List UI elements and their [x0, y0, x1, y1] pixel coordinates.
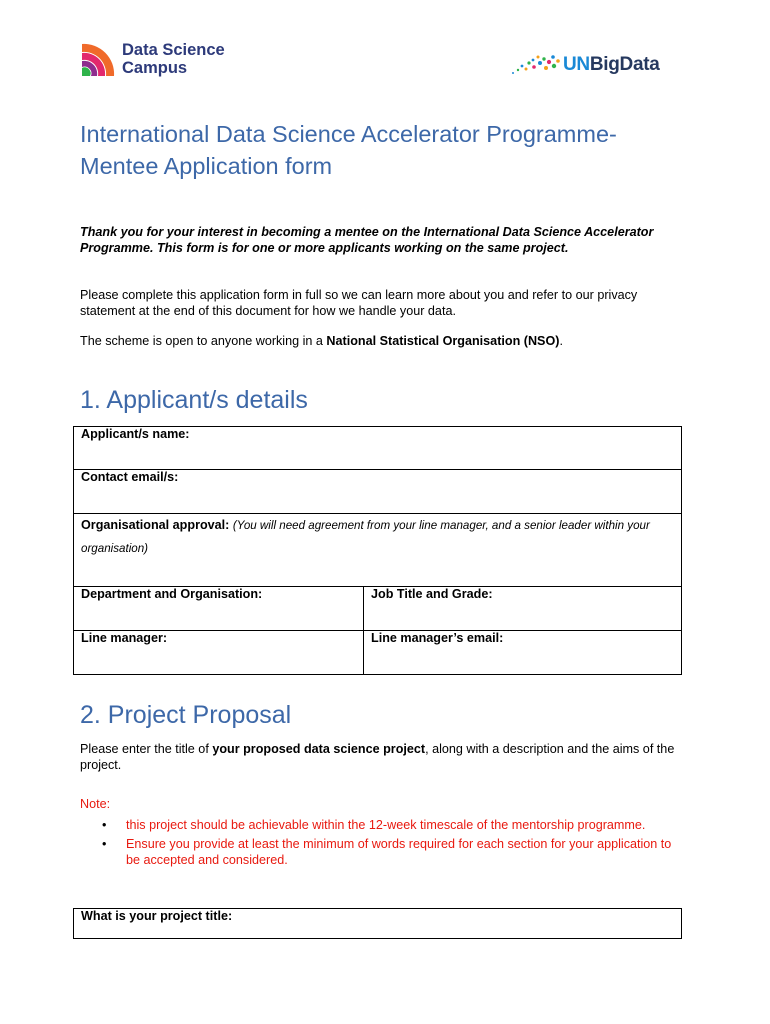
line-manager-label: Line manager:	[81, 631, 168, 645]
eligibility-nso: National Statistical Organisation (NSO)	[326, 334, 560, 348]
line-manager-email-field[interactable]	[364, 631, 682, 675]
proposal-desc-bold: your proposed data science project	[212, 742, 426, 756]
title-line2: Mentee Application form	[80, 153, 333, 179]
table-row	[74, 631, 682, 675]
eligibility-prefix: The scheme is open to anyone working in a	[80, 334, 327, 348]
job-title-grade-field[interactable]	[364, 587, 682, 631]
un-big-data-logo	[510, 54, 660, 76]
list-item	[80, 817, 680, 833]
table-row	[74, 909, 682, 939]
org-approval-label: Organisational approval:	[81, 518, 230, 532]
section-applicant-details-heading: 1. Applicant/s details	[80, 386, 308, 414]
applicant-name-label: Applicant/s name:	[81, 427, 190, 441]
department-organisation-field[interactable]	[74, 587, 364, 631]
line-manager-field[interactable]	[74, 631, 364, 675]
intro-thank-you: Thank you for your interest in becoming a mentee on the International Data Science Accelerator Programme. This form is for one or more applicants working on the same project.	[80, 225, 654, 255]
intro-complete-form: Please complete this application form in full so we can learn more about you and refer to our privacy statement at the end of this document for how we handle your data.	[80, 288, 638, 318]
job-title-label: Job Title and Grade:	[371, 587, 493, 601]
notes-list	[80, 817, 680, 871]
data-science-campus-logo-mark	[80, 40, 116, 78]
bullet-icon: •	[102, 818, 107, 832]
logo-text-line1: Data Science	[122, 41, 225, 59]
data-science-campus-logo	[80, 40, 225, 78]
org-approval-hint: (You will need agreement from your line manager, and a senior leader within your organisation)	[81, 519, 650, 555]
section-project-proposal-heading: 2. Project Proposal	[80, 701, 292, 729]
note-item-text: Ensure you provide at least the minimum of words required for each section for your application to be accepted and considered.	[126, 837, 672, 867]
intro-eligibility	[80, 333, 685, 349]
big-data-suffix: BigData	[589, 54, 660, 75]
proposal-desc-prefix: Please enter the title of	[80, 742, 213, 756]
table-row	[74, 514, 682, 587]
logo-text-line2: Campus	[122, 59, 188, 77]
title-line1: International Data Science Accelerator Programme-	[80, 121, 617, 147]
table-row	[74, 470, 682, 514]
contact-email-label: Contact email/s:	[81, 470, 179, 484]
un-prefix: UN	[563, 54, 590, 75]
un-big-data-dots-icon	[510, 54, 560, 76]
page-title	[80, 118, 700, 182]
department-label: Department and Organisation:	[81, 587, 263, 601]
contact-email-field[interactable]	[74, 470, 682, 514]
project-title-table	[73, 908, 682, 939]
list-item	[80, 836, 680, 868]
proposal-desc-suffix: , along with a description and the aims of the project.	[80, 742, 675, 772]
un-big-data-wordmark	[563, 54, 660, 76]
table-row	[74, 427, 682, 470]
project-proposal-description	[80, 741, 685, 773]
project-title-label: What is your project title:	[81, 909, 233, 923]
line-manager-email-label: Line manager’s email:	[371, 631, 504, 645]
bullet-icon: •	[102, 837, 107, 851]
note-item-text: this project should be achievable within the 12-week timescale of the mentorship programme.	[126, 818, 646, 832]
applicant-details-table	[73, 426, 682, 675]
organisational-approval-field[interactable]	[74, 514, 682, 587]
project-title-field[interactable]	[74, 909, 682, 939]
applicant-name-field[interactable]	[74, 427, 682, 470]
note-label: Note:	[80, 797, 111, 811]
table-row	[74, 587, 682, 631]
eligibility-suffix: .	[559, 334, 563, 348]
